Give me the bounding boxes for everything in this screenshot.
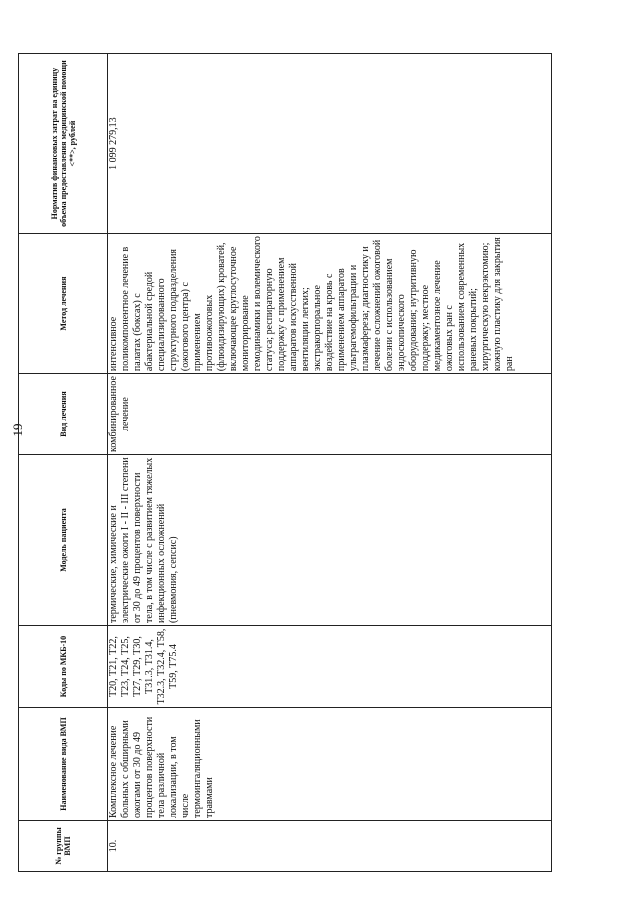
header-cost: Норматив финансовых затрат на единицу объема предоставления медицинской помощи <**>, рублей [19,54,108,234]
header-codes: Коды по МКБ-10 [19,626,108,708]
header-model: Модель пациента [19,455,108,626]
cell-codes: Т20, Т21, Т22, Т23, Т24, Т25, Т27, Т29, Т30, Т31.3, Т31.4, Т32.3, Т32.4, Т58, Т59, Т75.4 [108,626,552,708]
header-method: Метод лечения [19,234,108,374]
cell-model: термические, химические и электрические ожоги I - II - III степени от 30 до 49 процентов поверхности тела, в том числе с развитием тяжелых инфекционных осложнений (пневмония, сепсис) [108,455,552,626]
table-header-row [19,54,108,872]
cell-cost: 1 099 279,13 [108,54,552,234]
cell-name: Комплексное лечение больных с обширными ожогами от 30 до 49 процентов поверхности тела различной локализации, в том числе термоингаляционными травмами [108,708,552,821]
cell-group: 10. [108,821,552,872]
vmp-table [18,53,552,872]
header-name: Наименование вида ВМП [19,708,108,821]
cell-method: интенсивное поликомпонентное лечение в палатах (боксах) с абактериальной средой специализированного структурного подразделения (ожогового центра) с применением противоожоговых (флюидизирующих) кроватей, включающее круглосуточное мониторирование гемодинамики и волемического статуса; респираторную поддержку с применением аппаратов искусственной вентиляции легких; экстракорпоральное воздействие на кровь с применением аппаратов ультрагемофильтрации и плазмафереза; диагностику и лечение осложнений ожоговой болезни с использованием эндоскопического оборудования; нутритивную поддержку; местное медикаментозное лечение ожоговых ран с использованием современных раневых покрытий; хирургическую некрэктомию; кожную пластику для закрытия ран [108,234,552,374]
cell-treatment-type: комбинированное лечение [108,374,552,455]
header-treatment-type: Вид лечения [19,374,108,455]
table-row [108,54,552,872]
header-group: № группы ВМП [19,821,108,872]
page-number: 19 [10,423,25,437]
